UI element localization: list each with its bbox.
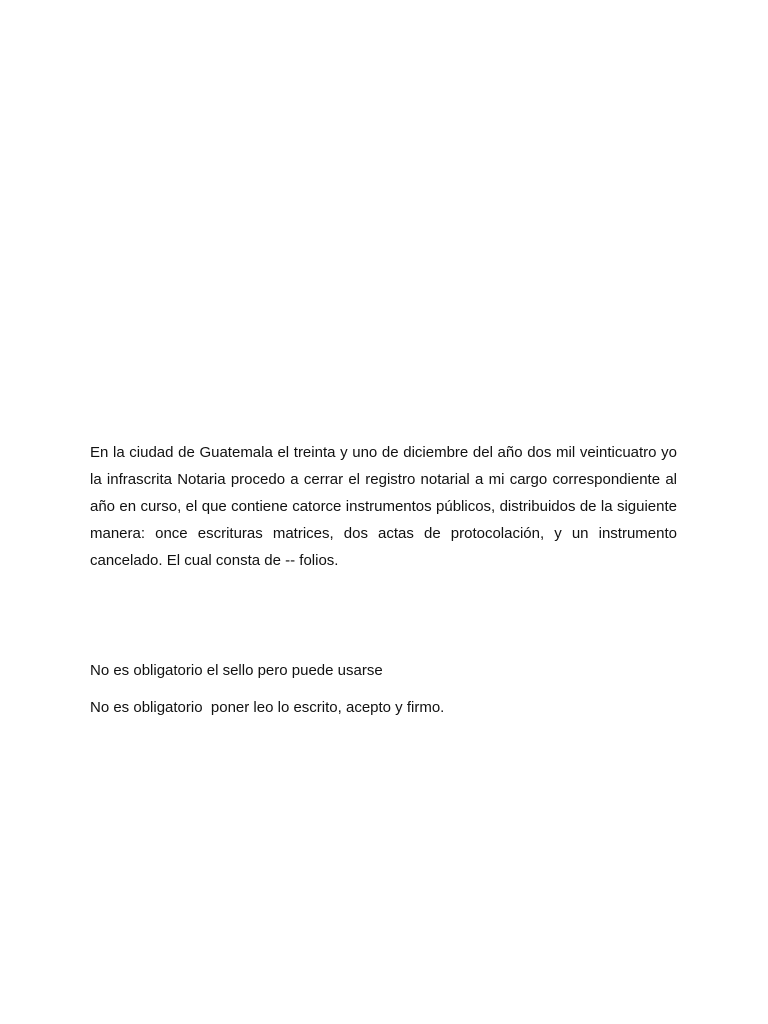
closing-statement-paragraph: En la ciudad de Guatemala el treinta y uno de diciembre del año dos mil veinticuatro yo la infrascrita Notaria procedo a cerrar el registro notarial a mi cargo correspondiente al año en curso, el que contiene catorce instrumentos públicos, distribuidos de la siguiente manera: once escrituras matrices, dos actas de protocolación, y un instrumento cancelado. El cual consta de -- folios. xyxy=(90,444,677,569)
note-seal: No es obligatorio el sello pero puede usarse xyxy=(90,662,383,679)
note-signature-phrase: No es obligatorio poner leo lo escrito, acepto y firmo. xyxy=(90,699,445,716)
